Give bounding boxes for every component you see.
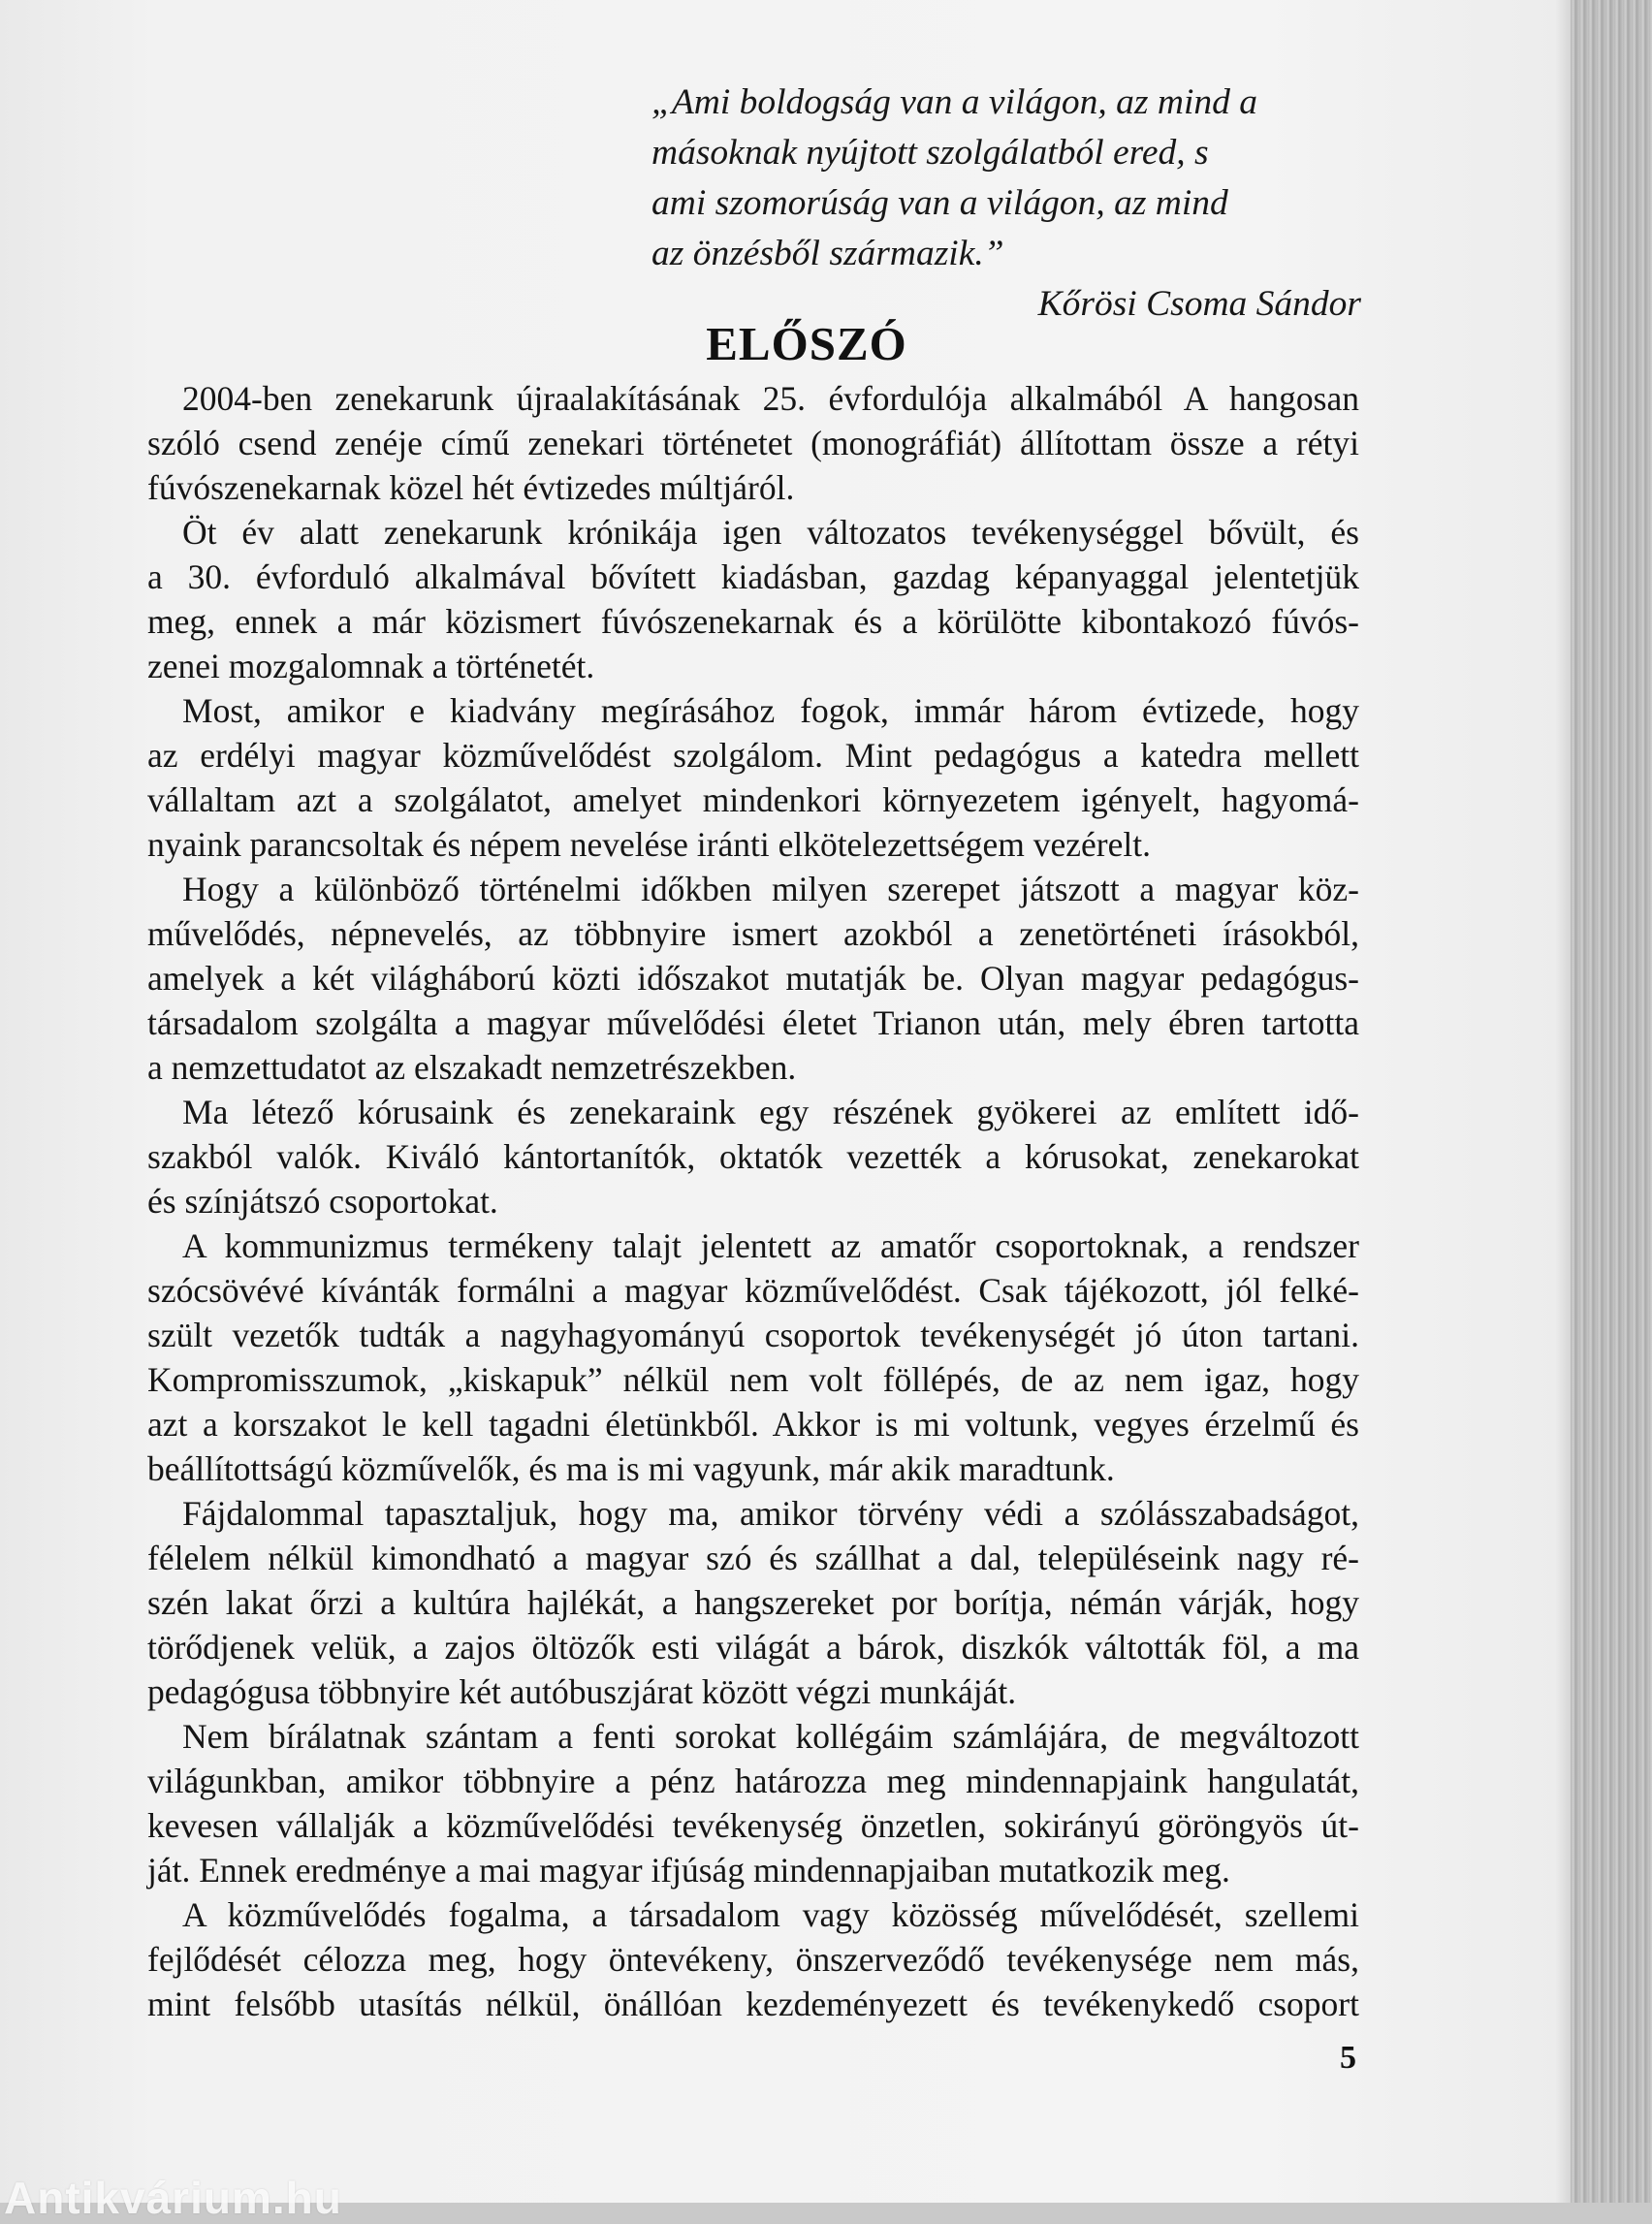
paragraph (147, 1090, 1359, 1223)
epigraph-line: „Ami boldogság van a világon, az mind a (651, 82, 1257, 122)
text-line: Fájdalommal tapasztaljuk, hogy ma, amikor törvény védi a szólásszabadságot, (182, 1494, 1359, 1533)
text-line: A közművelődés fogalma, a társadalom vagy közösség művelődését, szellemi (182, 1895, 1359, 1934)
text-line: Kompromisszumok, „kiskapuk” nélkül nem volt föllépés, de az nem igaz, hogy (147, 1360, 1359, 1399)
paragraph (147, 1491, 1359, 1714)
text-line: társadalom szolgálta a magyar művelődési életet Trianon után, mely ébren tartotta (147, 1003, 1359, 1042)
text-line: A kommunizmus termékeny talajt jelentett az amatőr csoportoknak, a rendszer (182, 1226, 1359, 1265)
text-line: pedagógusa többnyire két autóbuszjárat között végzi munkáját. (147, 1672, 1017, 1711)
text-line: Most, amikor e kiadvány megírásához fogok, immár három évtizede, hogy (182, 691, 1359, 730)
paragraph (147, 1714, 1359, 1892)
text-line: mint felsőbb utasítás nélkül, önállóan kezdeményezett és tevékenykedő csoport (147, 1985, 1359, 2023)
watermark: Antikvárium.hu (4, 2173, 342, 2223)
text-line: vállaltam azt a szolgálatot, amelyet mindenkori környezetem igényelt, hagyomá- (147, 780, 1359, 819)
text-line: szócsövévé kívánták formálni a magyar közművelődést. Csak tájékozott, jól felké- (147, 1271, 1359, 1310)
text-line: fúvószenekarnak közel hét évtizedes múltjáról. (147, 468, 795, 507)
epigraph-line: ami szomorúság van a világon, az mind (651, 183, 1228, 223)
page-gutter-shadow (1555, 0, 1571, 2203)
text-line: a nemzettudatot az elszakadt nemzetrészekben. (147, 1048, 797, 1087)
paragraph (147, 688, 1359, 867)
epigraph-line: másoknak nyújtott szolgálatból ered, s (651, 133, 1209, 173)
text-line: Nem bírálatnak szántam a fenti sorokat kollégáim számlájára, de megváltozott (182, 1717, 1359, 1756)
text-line: az erdélyi magyar közművelődést szolgálom. Mint pedagógus a katedra mellett (147, 736, 1359, 775)
page-title: ELŐSZÓ (706, 317, 907, 370)
epigraph-line: az önzésből származik.” (651, 234, 1004, 273)
text-line: zenei mozgalomnak a történetét. (147, 647, 595, 685)
text-line: művelődés, népnevelés, az többnyire ismert azokból a zenetörténeti írásokból, (147, 914, 1359, 953)
text-line: törődjenek velük, a zajos öltözők esti világát a bárok, diszkók váltották föl, a ma (147, 1628, 1359, 1667)
text-line: és színjátszó csoportokat. (147, 1182, 498, 1221)
paragraph (147, 376, 1359, 510)
text-line: Ma létező kórusaink és zenekaraink egy részének gyökerei az említett idő- (182, 1093, 1359, 1131)
page-stack-edge (1571, 0, 1652, 2203)
text-line: amelyek a két világháború közti időszakot mutatják be. Olyan magyar pedagógus- (147, 959, 1359, 998)
text-line: Hogy a különböző történelmi időkben milyen szerepet játszott a magyar köz- (182, 870, 1359, 908)
paragraph (147, 867, 1359, 1090)
paragraph (147, 510, 1359, 688)
text-line: szakból valók. Kiváló kántortanítók, oktatók vezették a kórusokat, zenekarokat (147, 1137, 1359, 1176)
epigraph (651, 78, 1359, 330)
text-line: ját. Ennek eredménye a mai magyar ifjúság mindennapjaiban mutatkozik meg. (147, 1851, 1230, 1890)
text-line: kevesen vállalják a közművelődési tevékenység önzetlen, sokirányú göröngyös út- (147, 1806, 1359, 1845)
epigraph-author: Kőrösi Csoma Sándor (1037, 284, 1361, 324)
paragraph (147, 1892, 1359, 2026)
page-number: 5 (1340, 2040, 1356, 2076)
text-line: beállítottságú közművelők, és ma is mi vagyunk, már akik maradtunk. (147, 1449, 1115, 1488)
text-line: nyaink parancsoltak és népem nevelése iránti elkötelezettségem vezérelt. (147, 825, 1151, 864)
text-line: szült vezetők tudták a nagyhagyományú csoportok tevékenységét jó úton tartani. (147, 1316, 1359, 1354)
text-line: Öt év alatt zenekarunk krónikája igen változatos tevékenységgel bővült, és (182, 513, 1359, 552)
text-line: fejlődését célozza meg, hogy öntevékeny, önszerveződő tevékenysége nem más, (147, 1940, 1359, 1979)
text-line: szóló csend zenéje című zenekari történetet (monográfiát) állítottam össze a rétyi (147, 424, 1359, 462)
paragraph (147, 1223, 1359, 1491)
text-line: szén lakat őrzi a kultúra hajlékát, a hangszereket por borítja, némán várják, hogy (147, 1583, 1359, 1622)
text-line: azt a korszakot le kell tagadni életünkből. Akkor is mi voltunk, vegyes érzelmű és (147, 1405, 1359, 1444)
text-line: világunkban, amikor többnyire a pénz határozza meg mindennapjaink hangulatát, (147, 1762, 1359, 1800)
body-text (147, 376, 1359, 2026)
text-line: a 30. évforduló alkalmával bővített kiadásban, gazdag képanyaggal jelentetjük (147, 557, 1359, 596)
text-line: 2004-ben zenekarunk újraalakításának 25. évfordulója alkalmából A hangosan (182, 379, 1359, 418)
text-line: félelem nélkül kimondható a magyar szó és szállhat a dal, településeink nagy ré- (147, 1539, 1359, 1577)
text-line: meg, ennek a már közismert fúvószenekarnak és a körülötte kibontakozó fúvós- (147, 602, 1359, 641)
